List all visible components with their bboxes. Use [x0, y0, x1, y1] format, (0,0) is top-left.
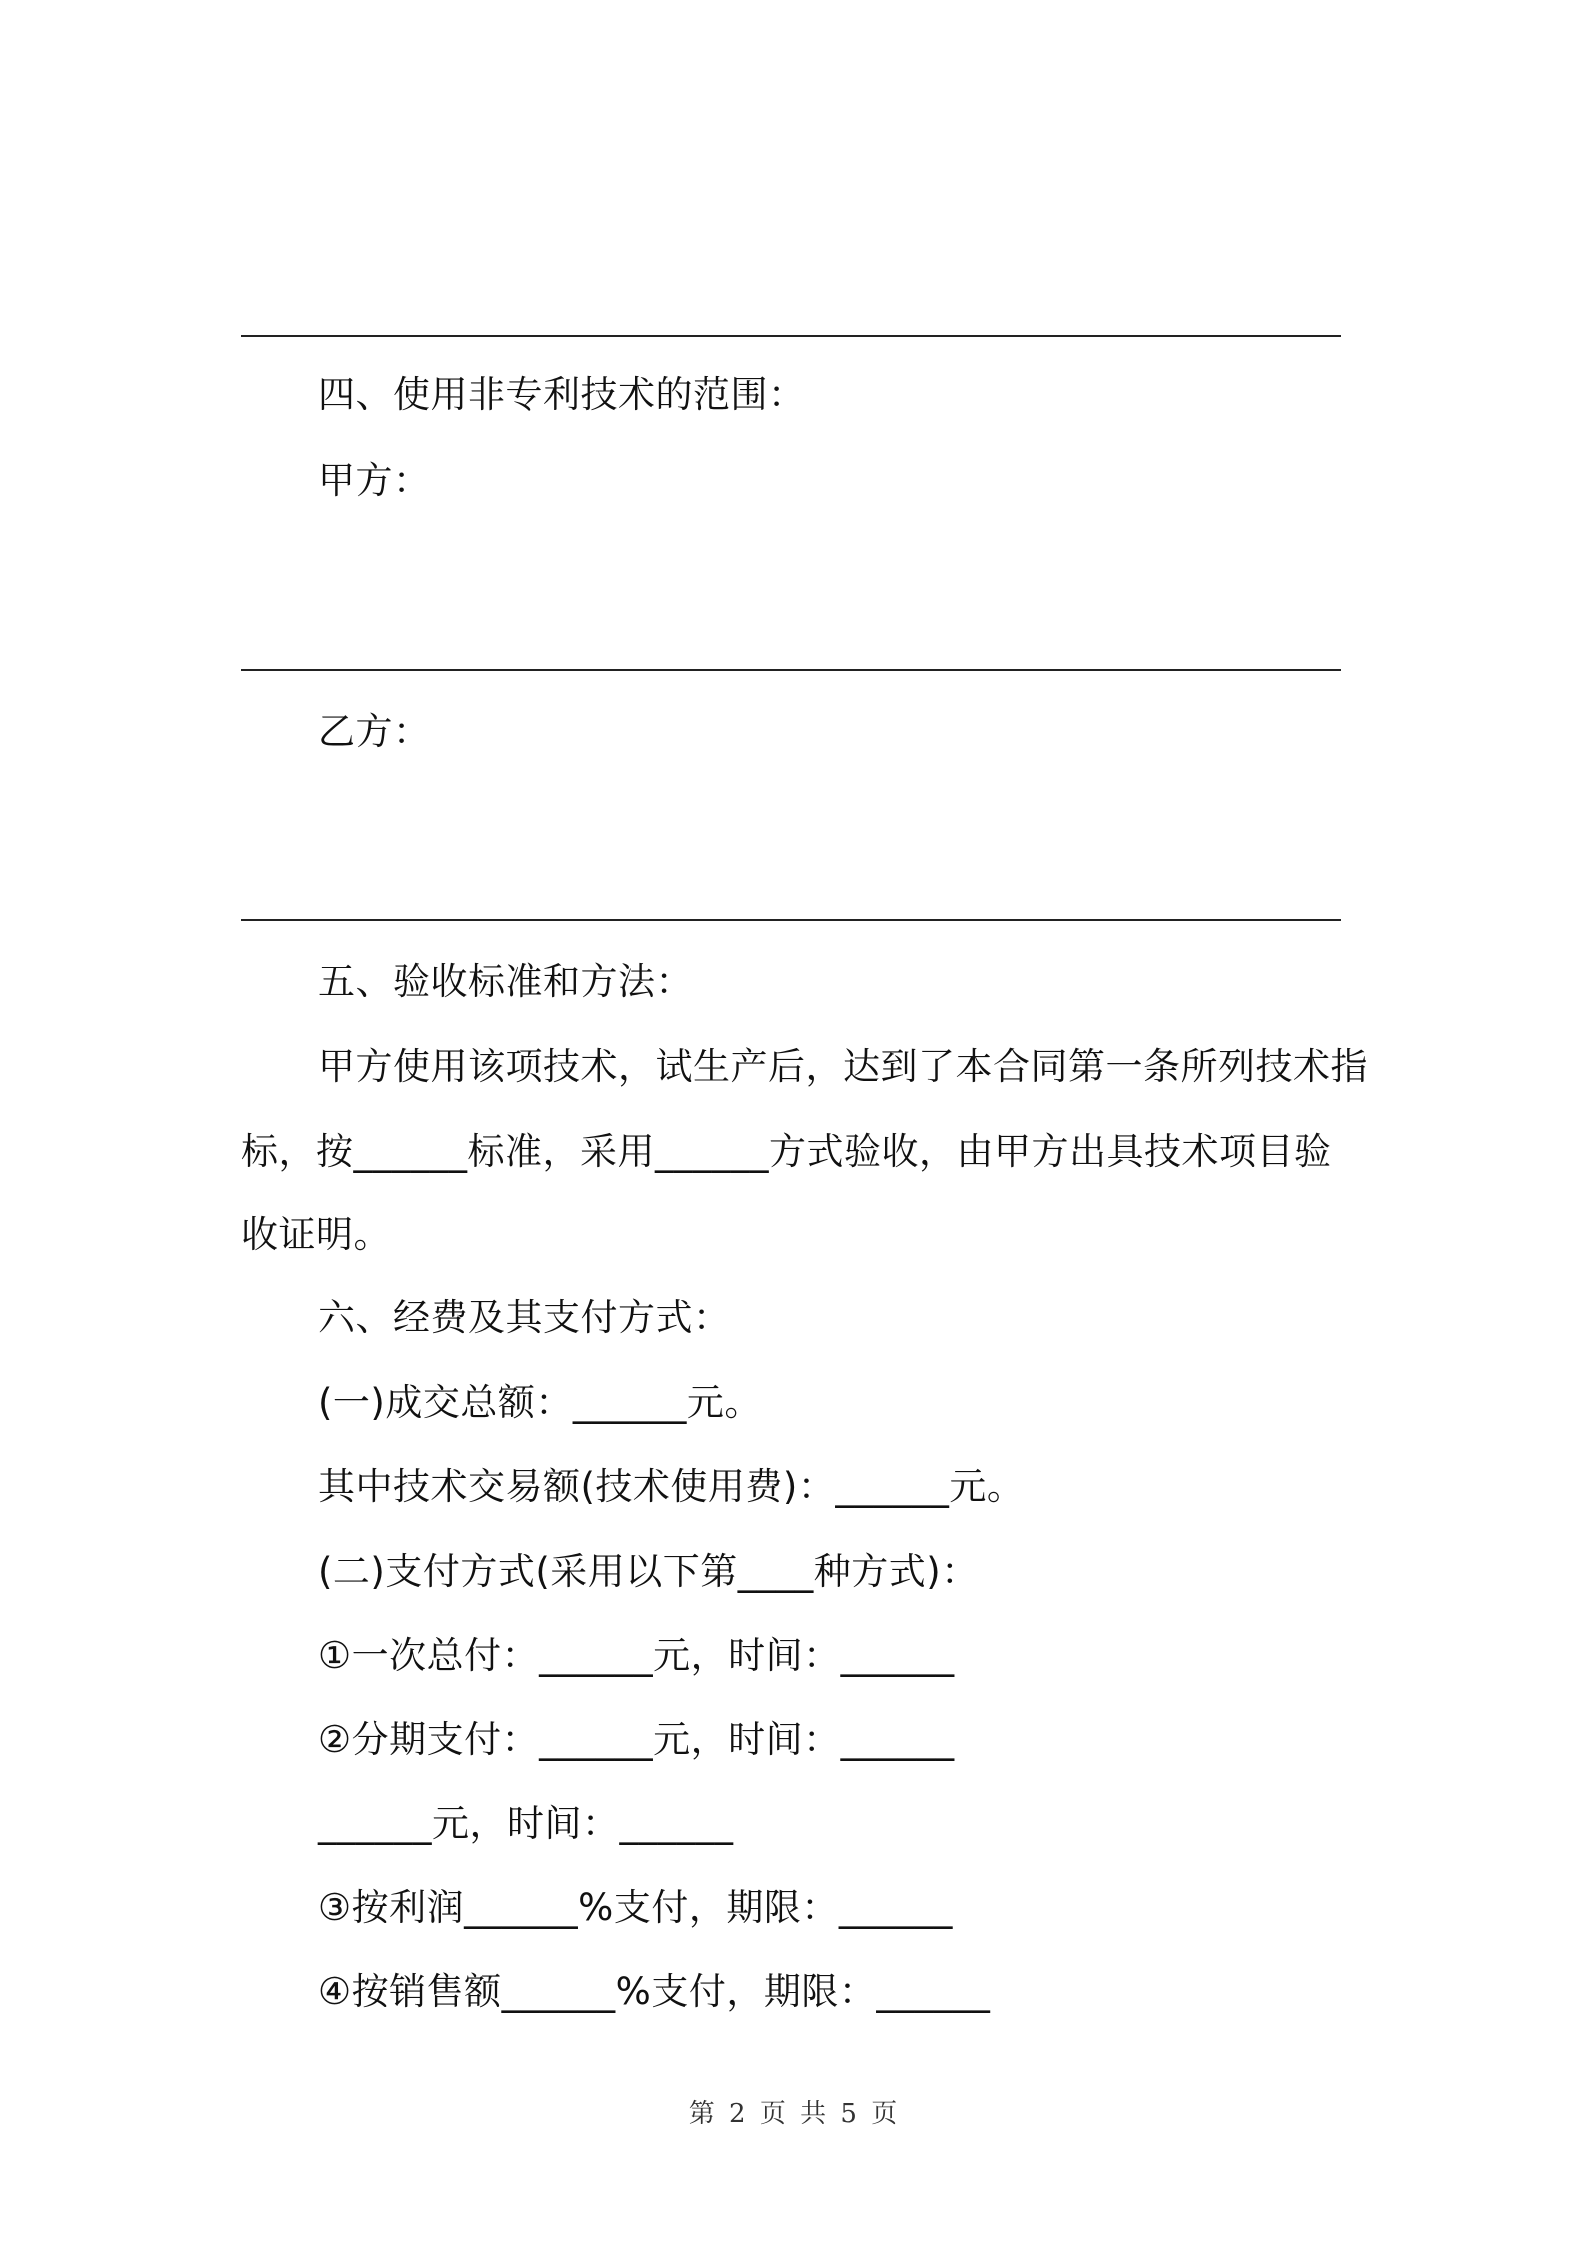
payment-option-3: ③按利润______%支付，期限：______ — [318, 1886, 953, 1929]
party-a-label: 甲方： — [318, 459, 431, 502]
payment-option-4: ④按销售额______%支付，期限：______ — [318, 1970, 991, 2013]
payment-option-1: ①一次总付：______元，时间：______ — [318, 1634, 955, 1677]
blank-rule-2 — [241, 669, 1341, 671]
party-b-label: 乙方： — [318, 710, 431, 753]
total-amount-line: (一)成交总额：______元。 — [318, 1381, 762, 1424]
tech-amount-line: 其中技术交易额(技术使用费)：______元。 — [318, 1465, 1025, 1508]
acceptance-para-line-3: 收证明。 — [241, 1213, 391, 1256]
blank-rule-3 — [241, 919, 1341, 921]
payment-option-2-continued: ______元，时间：______ — [318, 1802, 734, 1845]
section-acceptance-heading: 五、验收标准和方法： — [318, 960, 693, 1003]
payment-method-line: (二)支付方式(采用以下第____种方式)： — [318, 1550, 979, 1593]
section-scope-heading: 四、使用非专利技术的范围： — [318, 373, 806, 416]
acceptance-para-line-1: 甲方使用该项技术，试生产后，达到了本合同第一条所列技术指 — [318, 1045, 1368, 1088]
section-fees-heading: 六、经费及其支付方式： — [318, 1296, 731, 1339]
payment-option-2: ②分期支付：______元，时间：______ — [318, 1718, 955, 1761]
acceptance-para-line-2: 标，按______标准，采用______方式验收，由甲方出具技术项目验 — [241, 1130, 1332, 1173]
blank-rule-1 — [241, 335, 1341, 337]
page-number-footer: 第 2 页 共 5 页 — [688, 2099, 898, 2129]
